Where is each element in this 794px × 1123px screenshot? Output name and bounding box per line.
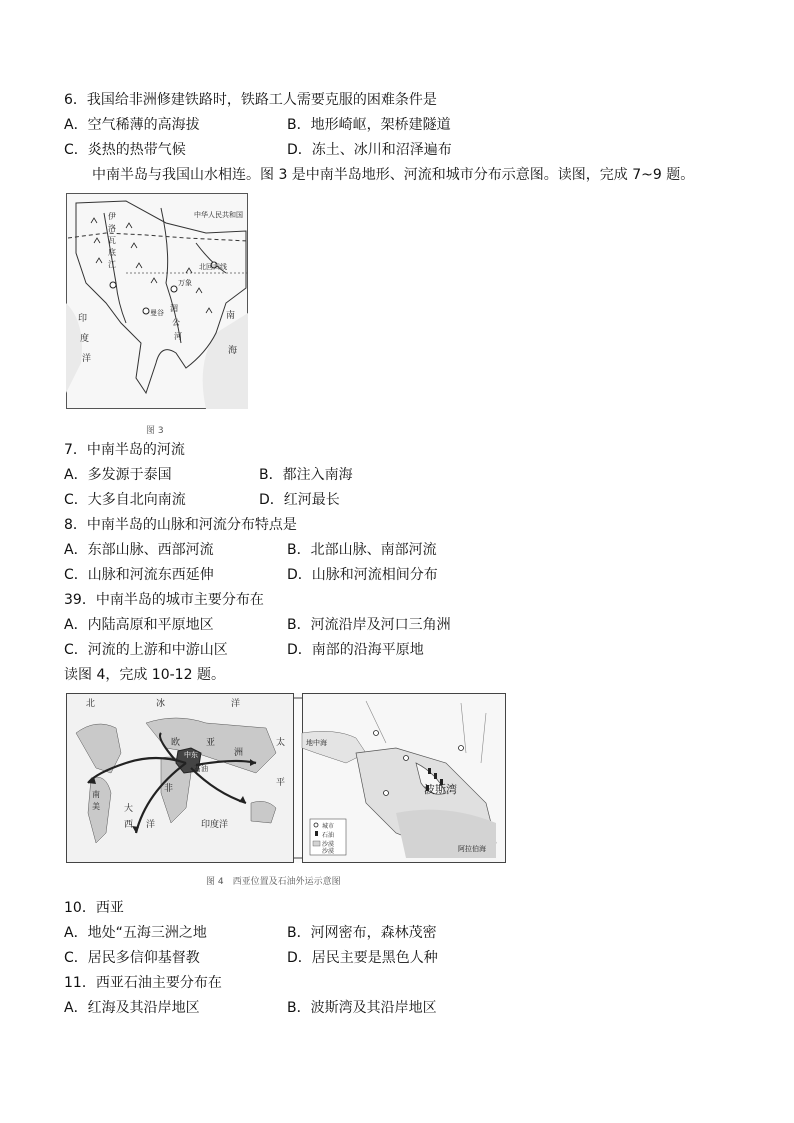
legend-desert-icon	[313, 841, 320, 846]
label-tropic: 北回归线	[199, 263, 227, 271]
world-label-south: 南	[92, 790, 100, 799]
label-river-4: 伊	[108, 212, 116, 221]
intro-questions-7-9: 中南半岛与我国山水相连。图 3 是中南半岛地形、河流和城市分布示意图。读图，完成 7~9 题。	[92, 167, 695, 183]
question-9-option-b: B．河流沿岸及河口三角洲	[287, 617, 451, 633]
question-8-option-b: B．北部山脉、南部河流	[287, 542, 437, 558]
label-river-8: 江	[108, 260, 116, 269]
question-8-option-d: D．山脉和河流相间分布	[287, 567, 438, 583]
legend-oil-icon	[315, 831, 318, 836]
question-10-option-b: B．河网密布，森林茂密	[287, 925, 437, 941]
question-9-option-d: D．南部的沿海平原地	[287, 642, 424, 658]
world-label-europe: 欧	[171, 738, 181, 748]
question-10-option-c: C．居民多信仰基督教	[64, 950, 200, 966]
world-label-africa: 非	[164, 784, 174, 794]
world-label-ocean2: 洋	[146, 820, 156, 830]
question-10-option-a: A．地处“五海三洲之地	[64, 925, 207, 941]
question-11-option-b: B．波斯湾及其沿岸地区	[287, 1000, 437, 1016]
world-label-middle-east: 中东	[184, 751, 198, 759]
legend-city-icon	[314, 823, 318, 827]
question-9-option-c: C．河流的上游和中游山区	[64, 642, 228, 658]
region-label-arabian: 阿拉伯海	[458, 845, 486, 853]
indochina-map	[66, 193, 248, 409]
question-6-stem: 6．我国给非洲修建铁路时，铁路工人需要克服的困难条件是	[64, 92, 437, 108]
label-river-6: 瓦	[108, 236, 116, 245]
question-9-stem: 39．中南半岛的城市主要分布在	[64, 592, 264, 608]
region-label-persian-gulf: 波斯湾	[424, 783, 457, 796]
world-label-north: 北	[86, 699, 96, 709]
label-china: 中华人民共和国	[194, 211, 243, 219]
question-9-option-a: A．内陆高原和平原地区	[64, 617, 214, 633]
label-south-sea-1: 南	[226, 311, 236, 321]
world-label-america: 美	[92, 802, 100, 811]
question-7-option-d: D．红河最长	[259, 492, 340, 508]
world-label-oil: 石油	[194, 765, 208, 773]
question-7-stem: 7．中南半岛的河流	[64, 442, 185, 458]
question-6-option-a: A．空气稀薄的高海拔	[64, 117, 200, 133]
question-11-option-a: A．红海及其沿岸地区	[64, 1000, 200, 1016]
label-river-7: 底	[108, 248, 116, 257]
question-11-stem: 11．西亚石油主要分布在	[64, 975, 222, 991]
label-river-1: 湄	[170, 304, 178, 313]
question-8-option-a: A．东部山脉、西部河流	[64, 542, 214, 558]
world-label-asia: 亚	[206, 738, 216, 748]
question-7-option-c: C．大多自北向南流	[64, 492, 186, 508]
figure-3-map	[66, 193, 248, 409]
world-label-tai: 太	[276, 738, 286, 748]
question-8-stem: 8．中南半岛的山脉和河流分布特点是	[64, 517, 297, 533]
region-label-med: 地中海	[306, 739, 327, 747]
label-river-2: 公	[172, 318, 180, 327]
question-7-option-a: A．多发源于泰国	[64, 467, 172, 483]
label-vientiane: 万象	[178, 279, 192, 287]
world-label-ice: 冰	[156, 699, 166, 709]
world-label-xi: 西	[124, 820, 134, 830]
label-south-sea-2: 海	[228, 346, 238, 356]
world-label-ping: 平	[276, 778, 286, 788]
question-6-option-d: D．冻土、冰川和沼泽遍布	[287, 142, 452, 158]
label-river-5: 洛	[108, 224, 116, 233]
figure-3-caption: 图 3	[146, 426, 164, 436]
world-label-ocean1: 洋	[231, 699, 241, 709]
figure-4-map	[66, 693, 506, 863]
label-river-3: 河	[174, 332, 182, 341]
legend-oil: 石油	[322, 832, 335, 839]
west-asia-oil-map	[66, 693, 506, 863]
question-7-option-b: B．都注入南海	[259, 467, 353, 483]
world-label-indian: 印度洋	[201, 820, 229, 830]
question-6-option-c: C．炎热的热带气候	[64, 142, 186, 158]
question-10-option-d: D．居民主要是黑色人种	[287, 950, 438, 966]
question-6-option-b: B．地形崎岖，架桥建隧道	[287, 117, 451, 133]
legend-city: 城市	[322, 823, 335, 830]
legend-desert-1: 沙漠	[322, 841, 335, 848]
label-indian-1: 印	[78, 314, 88, 324]
question-10-stem: 10．西亚	[64, 900, 124, 916]
label-indian-2: 度	[80, 334, 90, 344]
intro-questions-10-12: 读图 4，完成 10-12 题。	[64, 667, 225, 683]
world-label-continent: 洲	[234, 748, 244, 758]
label-indian-3: 洋	[82, 354, 92, 364]
legend-desert-2: 沙漠	[322, 848, 335, 855]
question-8-option-c: C．山脉和河流东西延伸	[64, 567, 214, 583]
figure-4-caption: 图 4 西亚位置及石油外运示意图	[206, 877, 341, 887]
label-bangkok: 曼谷	[150, 309, 164, 317]
world-label-da: 大	[124, 804, 134, 814]
